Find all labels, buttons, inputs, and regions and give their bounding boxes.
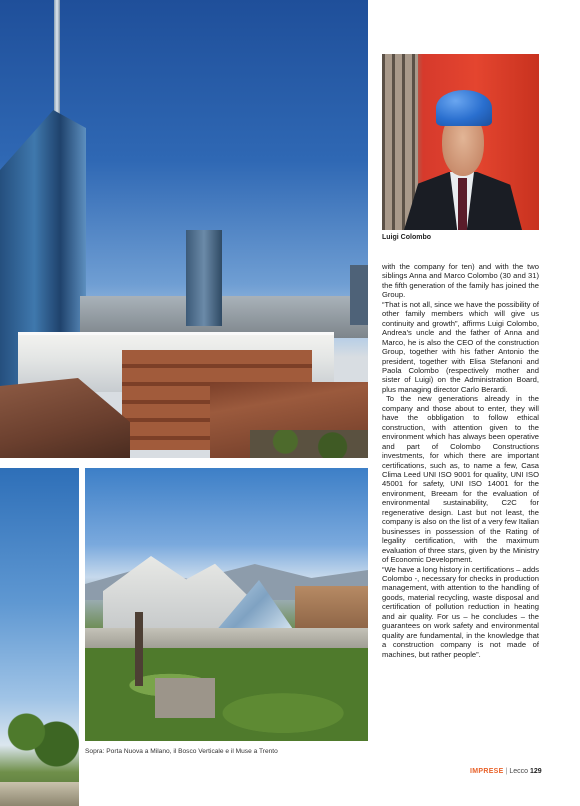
tie (458, 178, 467, 230)
portrait-caption: Luigi Colombo (382, 234, 431, 241)
paragraph: “We have a long history in certifications – adds Colombo -, necessary for checks in production management, with attention to the handling of goods, material recycling, waste disposal and certification of pollution reduction in heating and air quality. For us – he concludes – the guarantees on work safety and environmental quality are fundamental, in the knowledge that a construction company is not made of machines, but rather people”. (382, 564, 539, 659)
photo-porta-nuova-milano (0, 0, 368, 458)
photos-caption: Sopra: Porta Nuova a Milano, il Bosco Verticale e il Muse a Trento (85, 748, 278, 755)
paragraph: To the new generations already in the company and those about to enter, they will have the obbligation to follow ethical construction, with attention given to the environment which has always been operative and part of Colombo Constructions investments, for which there are important certifications, such as, to name a few, Casa Clima Leed UNI ISO 9001 for quality, UNI ISO 45001 for safety, UNI ISO 14001 for the environment, Breeam for the evaluation of environmental sustainability, C2C for regenerative design. Last but not least, the company is also on the list of a very few Italian businesses in possession of the Rating of legality certification, with the maximum evaluation of three stars, given by the Ministry of Economic Development. (382, 394, 539, 565)
stone-wall (155, 678, 215, 718)
magazine-name: IMPRESE (470, 768, 504, 775)
trees (250, 430, 368, 458)
page-number: 129 (529, 768, 542, 775)
photo-muse-trento (85, 468, 368, 741)
hard-hat (436, 90, 492, 126)
garden-path (0, 782, 79, 806)
distant-tower (186, 230, 222, 326)
right-building (295, 586, 368, 634)
far-tower (350, 265, 368, 325)
footer-city: Lecco (509, 768, 529, 775)
paragraph: “That is not all, since we have the possibility of other family members which will give us continuity and growth”, affirms Luigi Colombo, Andrea’s uncle and the father of Anna and Marco, he is also the CEO of the construction Group, together with his father Antonio the president, together with Elisa Stefanoni and Paola Colombo (respectively mother and sister of Luigi) on the Administration Board, plus managing director Carlo Berardi. (382, 299, 539, 394)
photo-luigi-colombo (382, 54, 539, 230)
article-body (382, 262, 539, 659)
footer-separator: | (505, 768, 508, 775)
green-lawn (85, 648, 368, 741)
tree-canopy (4, 700, 79, 780)
sculpture-pole (135, 612, 143, 686)
page-footer (470, 768, 542, 775)
paragraph: with the company for ten) and with the two siblings Anna and Marco Colombo (30 and 31) the fifth generation of the family has joined the Group. (382, 262, 539, 300)
tower-spire (54, 0, 60, 118)
